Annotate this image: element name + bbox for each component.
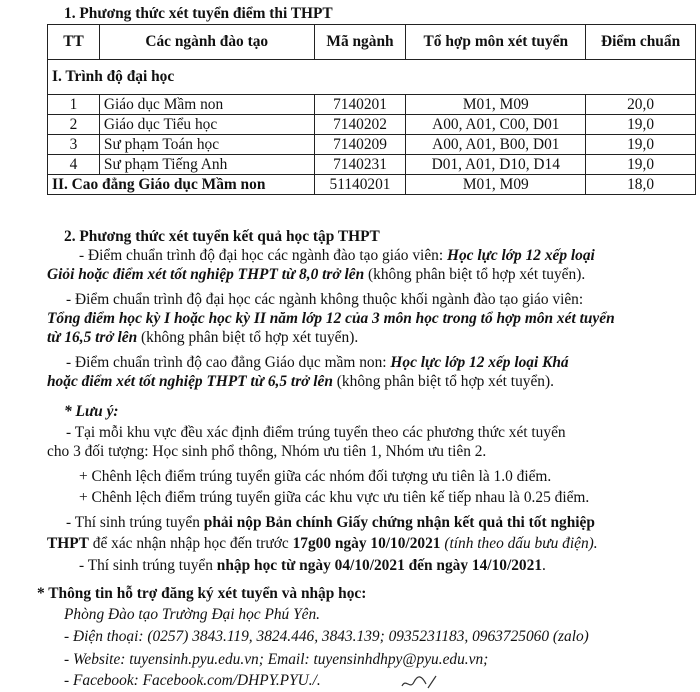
- note-4-line-1: [66, 513, 595, 532]
- text-emphasis: phải nộp Bản chính Giấy chứng nhận kết quả thi tốt nghiệp: [203, 514, 595, 531]
- header-score: Điểm chuẩn: [586, 25, 696, 60]
- cell-combo: M01, M09: [406, 175, 586, 195]
- cell-major: Sư phạm Tiếng Anh: [99, 155, 314, 175]
- table-row: [48, 95, 696, 115]
- text: - Thí sinh trúng tuyển: [79, 557, 217, 574]
- text: - Điểm chuẩn trình độ đại học các ngành đào tạo giáo viên:: [79, 247, 447, 264]
- cell-score: 18,0: [586, 175, 696, 195]
- text: (không phân biệt tổ hợp xét tuyển).: [137, 329, 359, 346]
- cell-score: 19,0: [586, 155, 696, 175]
- cell-major: Giáo dục Tiểu học: [99, 115, 314, 135]
- table-header-row: [48, 25, 696, 60]
- criteria-nonteacher-line-2: Tổng điểm học kỳ I hoặc học kỳ II năm lớp 12 của 3 môn học trong tổ hợp môn xét tuyển: [47, 310, 615, 327]
- support-title: * Thông tin hỗ trợ đăng ký xét tuyển và nhập học:: [37, 585, 367, 602]
- cell-code: 7140202: [314, 115, 406, 135]
- support-office: Phòng Đào tạo Trường Đại học Phú Yên.: [64, 606, 321, 623]
- text-emphasis: từ 16,5 trở lên: [47, 329, 138, 346]
- text-emphasis: THPT: [47, 535, 89, 552]
- cell-combo: M01, M09: [406, 95, 586, 115]
- criteria-college-line-2: [47, 372, 554, 391]
- cell-combo: A00, A01, C00, D01: [406, 115, 586, 135]
- criteria-college-line-1: [66, 353, 569, 372]
- cell-code: 7140201: [314, 95, 406, 115]
- text: .: [542, 557, 546, 574]
- table-group-row: [48, 60, 696, 95]
- table-row: [48, 115, 696, 135]
- enrollment-dates: nhập học từ ngày 04/10/2021 đến ngày 14/10/2021: [216, 557, 543, 574]
- text-emphasis: Giỏi hoặc điểm xét tốt nghiệp THPT từ 8,0 trở lên: [47, 266, 365, 283]
- criteria-nonteacher-line-1: - Điểm chuẩn trình độ đại học các ngành không thuộc khối ngành đào tạo giáo viên:: [66, 291, 584, 308]
- cell-score: 19,0: [586, 135, 696, 155]
- text: (không phân biệt tổ hợp xét tuyển).: [364, 266, 586, 283]
- text: - Điểm chuẩn trình độ cao đẳng Giáo dục mầm non:: [66, 354, 391, 371]
- table-row: [48, 135, 696, 155]
- cell-code: 51140201: [314, 175, 406, 195]
- note-1-line-1: - Tại mỗi khu vực đều xác định điểm trúng tuyển theo các phương thức xét tuyển: [66, 424, 566, 441]
- text-note: (tính theo dấu bưu điện).: [440, 535, 598, 552]
- deadline: 17g00 ngày 10/10/2021: [292, 535, 441, 552]
- note-2: + Chênh lệch điểm trúng tuyển giữa các nhóm đối tượng ưu tiên là 1.0 điểm.: [79, 468, 552, 485]
- header-tt: TT: [48, 25, 100, 60]
- notes-title: * Lưu ý:: [64, 403, 119, 420]
- cell-tt: 4: [48, 155, 100, 175]
- section-1-title: 1. Phương thức xét tuyển điểm thi THPT: [64, 5, 333, 22]
- cell-combo: A00, A01, B00, D01: [406, 135, 586, 155]
- criteria-teacher-line-2: [47, 265, 585, 284]
- cell-score: 19,0: [586, 115, 696, 135]
- cell-score: 20,0: [586, 95, 696, 115]
- note-3: + Chênh lệch điểm trúng tuyển giữa các khu vực ưu tiên kế tiếp nhau là 0.25 điểm.: [79, 489, 590, 506]
- text-emphasis: hoặc điểm xét tốt nghiệp THPT từ 6,5 trở lên: [47, 373, 333, 390]
- table-row: [48, 155, 696, 175]
- group-university-label: I. Trình độ đại học: [48, 60, 696, 95]
- admission-score-table: [47, 24, 696, 195]
- cell-major: Sư phạm Toán học: [99, 135, 314, 155]
- cell-college-major: II. Cao đẳng Giáo dục Mầm non: [48, 175, 315, 195]
- cell-tt: 1: [48, 95, 100, 115]
- support-phone: - Điện thoại: (0257) 3843.119, 3824.446, 3843.139; 0935231183, 0963725060 (zalo): [64, 628, 589, 645]
- note-5: [79, 556, 546, 575]
- cell-tt: 2: [48, 115, 100, 135]
- text-emphasis: Học lực lớp 12 xếp loại Khá: [390, 354, 569, 371]
- note-4-line-2: [47, 534, 598, 553]
- handwritten-mark-icon: [400, 672, 440, 692]
- cell-code: 7140209: [314, 135, 406, 155]
- header-code: Mã ngành: [314, 25, 406, 60]
- cell-combo: D01, A01, D10, D14: [406, 155, 586, 175]
- section-2-title: 2. Phương thức xét tuyển kết quả học tập THPT: [64, 228, 380, 245]
- header-combo: Tổ hợp môn xét tuyển: [406, 25, 586, 60]
- header-major: Các ngành đào tạo: [99, 25, 314, 60]
- cell-major: Giáo dục Mầm non: [99, 95, 314, 115]
- support-website-email: - Website: tuyensinh.pyu.edu.vn; Email: tuyensinhdhpy@pyu.edu.vn;: [64, 651, 489, 668]
- note-1-line-2: cho 3 đối tượng: Học sinh phổ thông, Nhóm ưu tiên 1, Nhóm ưu tiên 2.: [47, 443, 487, 460]
- text: để xác nhận nhập học đến trước: [88, 535, 293, 552]
- text-emphasis: Học lực lớp 12 xếp loại: [446, 247, 595, 264]
- table-row-college: [48, 175, 696, 195]
- cell-tt: 3: [48, 135, 100, 155]
- text: - Thí sinh trúng tuyển: [66, 514, 204, 531]
- criteria-teacher-line-1: [79, 246, 595, 265]
- text: (không phân biệt tổ hợp xét tuyển).: [332, 373, 554, 390]
- support-facebook: - Facebook: Facebook.com/DHPY.PYU./.: [64, 672, 321, 689]
- criteria-nonteacher-line-3: [47, 328, 358, 347]
- cell-code: 7140231: [314, 155, 406, 175]
